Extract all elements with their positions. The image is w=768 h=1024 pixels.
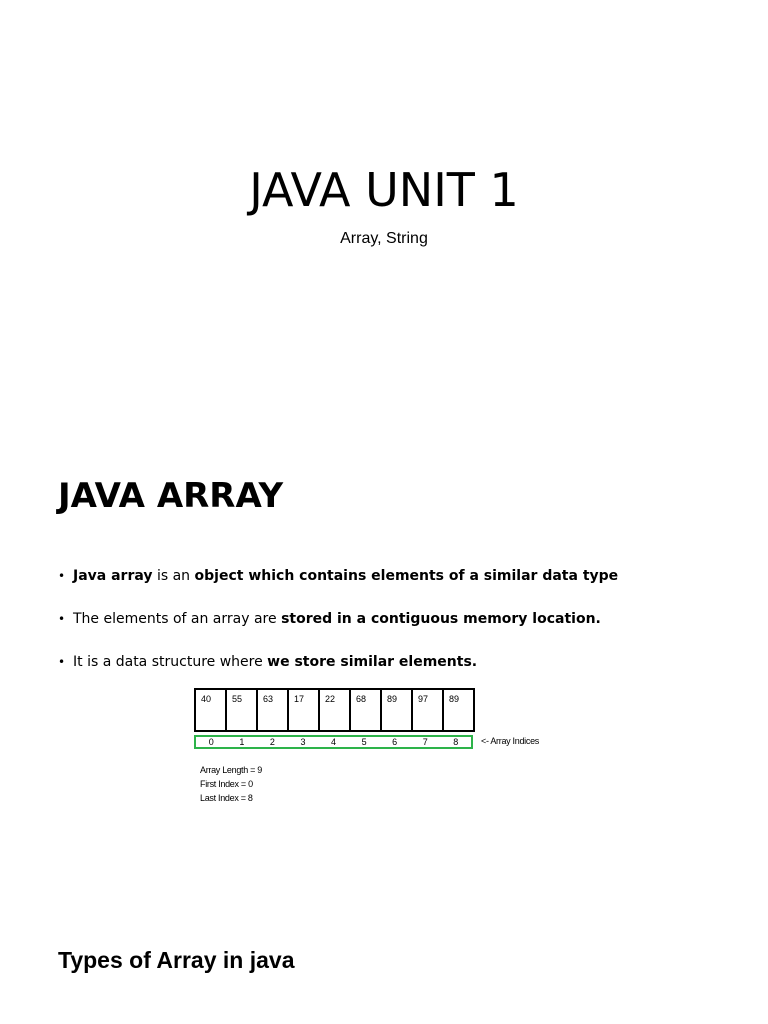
slide-title: JAVA UNIT 1 bbox=[249, 163, 519, 217]
bullet-text: It is a data structure where bbox=[73, 654, 268, 670]
section-title: JAVA ARRAY bbox=[58, 476, 284, 516]
bullet-text-bold: object which contains elements of a similar data type bbox=[194, 568, 619, 584]
array-index: 4 bbox=[331, 737, 337, 747]
bullet-list bbox=[58, 565, 748, 694]
bullet-icon: • bbox=[58, 612, 66, 626]
slide-subtitle: Array, String bbox=[340, 230, 428, 247]
bullet-text: is an bbox=[152, 568, 195, 584]
array-cell: 40 bbox=[196, 690, 227, 730]
array-cell: 17 bbox=[289, 690, 320, 730]
bullet-text-bold: stored in a contiguous memory location. bbox=[281, 611, 601, 627]
array-index: 8 bbox=[453, 737, 459, 747]
types-title: Types of Array in java bbox=[58, 947, 295, 973]
bullet-icon: • bbox=[58, 655, 66, 669]
array-cell: 89 bbox=[444, 690, 475, 730]
array-cell: 55 bbox=[227, 690, 258, 730]
bullet-text-bold: Java array bbox=[73, 568, 153, 584]
bullet-item bbox=[58, 608, 748, 630]
array-cell: 89 bbox=[382, 690, 413, 730]
array-length-text: Array Length = 9 bbox=[200, 765, 262, 775]
array-cell: 97 bbox=[413, 690, 444, 730]
first-index-text: First Index = 0 bbox=[200, 779, 253, 789]
array-index: 1 bbox=[239, 737, 245, 747]
bullet-item bbox=[58, 651, 748, 673]
bullet-item bbox=[58, 565, 748, 587]
array-index: 2 bbox=[269, 737, 275, 747]
array-indices-label: <- Array Indices bbox=[481, 736, 539, 746]
bullet-icon: • bbox=[58, 569, 66, 583]
array-cell: 68 bbox=[351, 690, 382, 730]
array-diagram bbox=[194, 688, 564, 812]
array-cells bbox=[194, 688, 475, 732]
array-cell: 63 bbox=[258, 690, 289, 730]
array-cell: 22 bbox=[320, 690, 351, 730]
array-index: 3 bbox=[300, 737, 306, 747]
array-index: 6 bbox=[392, 737, 398, 747]
bullet-text: The elements of an array are bbox=[73, 611, 282, 627]
array-indices bbox=[194, 735, 473, 749]
array-info bbox=[200, 763, 262, 805]
last-index-text: Last Index = 8 bbox=[200, 793, 253, 803]
array-index: 5 bbox=[361, 737, 367, 747]
bullet-text-bold: we store similar elements. bbox=[267, 654, 478, 670]
array-index: 7 bbox=[422, 737, 428, 747]
array-index: 0 bbox=[208, 737, 214, 747]
